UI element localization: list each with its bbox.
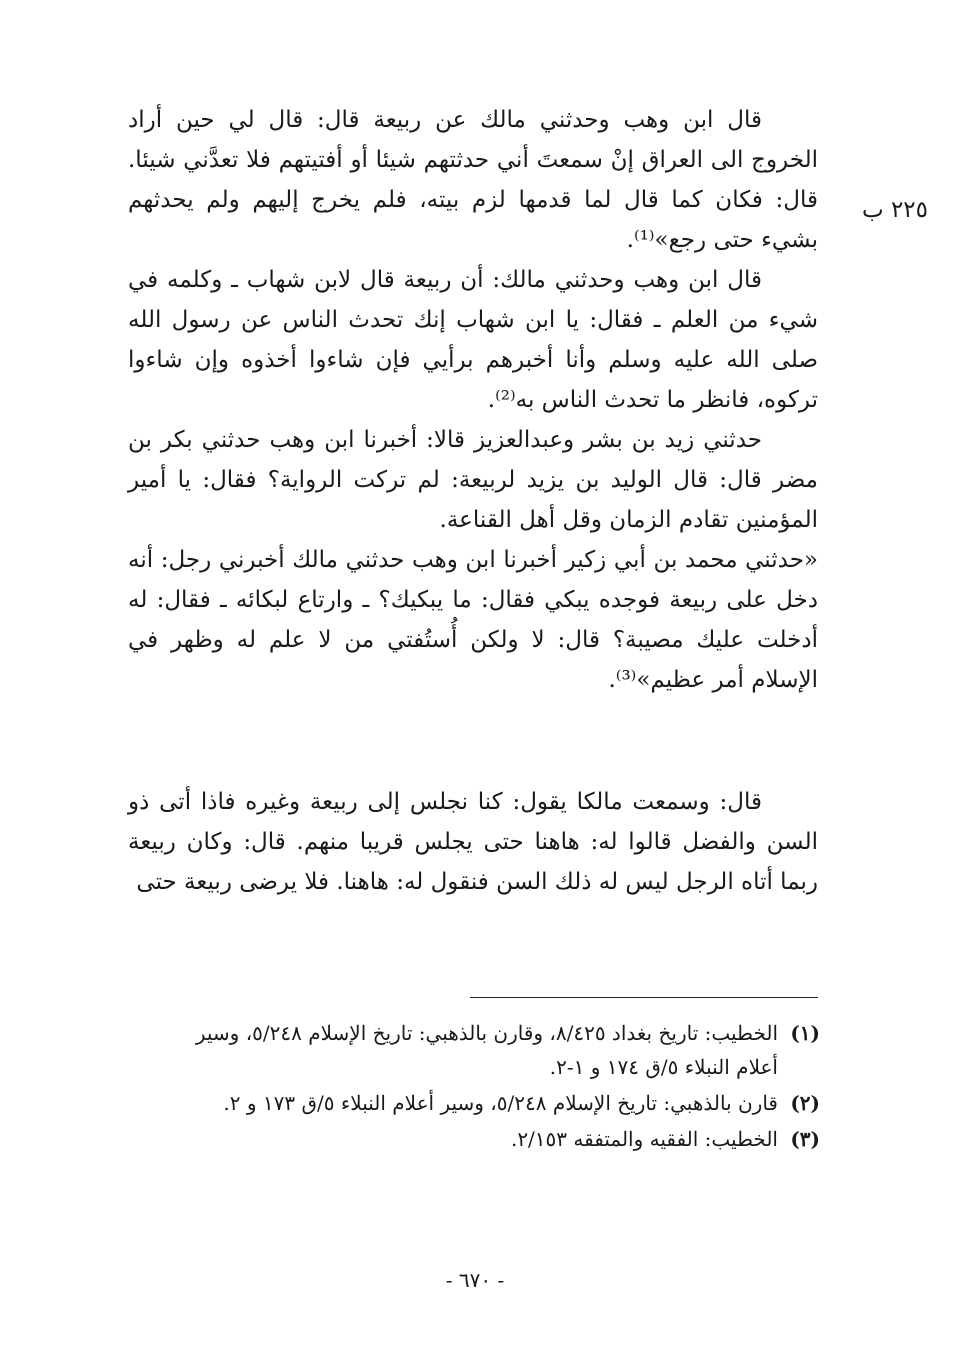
page-number: - ٦٧٠ - xyxy=(445,1268,505,1292)
paragraph-4: «حدثني محمد بن أبي زكير أخبرنا ابن وهب حدثني مالك أخبرني رجل: أنه دخل على ربيعة فوجده يبكي فقال: ما يبكيك؟ ـ وارتاع لبكائه ـ فقال: له أدخلت عليك مصيبة؟ قال: لا ولكن أُستُفتي من لا علم له وظهر في الإسلام أمر عظيم»⁽³⁾. xyxy=(128,547,818,693)
footnote-text: الخطيب: تاريخ بغداد ٨/٤٢٥، وقارن بالذهبي: تاريخ الإسلام ٥/٢٤٨، وسير أعلام النبلاء ٥/ق ١٧٤ و ١-٢. xyxy=(195,1021,778,1079)
footnote-3 xyxy=(180,1122,820,1156)
footnote-separator xyxy=(470,997,818,998)
paragraph-3: حدثني زيد بن بشر وعبدالعزيز قالا: أخبرنا ابن وهب حدثني بكر بن مضر قال: قال الوليد بن يزيد لربيعة: لم تركت الرواية؟ فقال: يا أمير المؤمنين تقادم الزمان وقل أهل القناعة. xyxy=(128,427,818,533)
footnotes xyxy=(180,1016,820,1158)
paragraph-5: قال: وسمعت مالكا يقول: كنا نجلس إلى ربيعة وغيره فاذا أتى ذو السن والفضل قالوا له: هاهنا حتى يجلس قريبا منهم. قال: وكان ربيعة ربما أتاه الرجل ليس له ذلك السن فنقول له: هاهنا. فلا يرضى ربيعة حتى xyxy=(128,789,818,895)
margin-folio-note: ٢٢٥ ب xyxy=(861,197,928,223)
footnote-text: الخطيب: الفقيه والمتفقه ٢/١٥٣. xyxy=(510,1127,778,1151)
footnote-number: (٣) xyxy=(790,1127,820,1151)
footnote-number: (١) xyxy=(790,1021,820,1045)
footnote-number: (٢) xyxy=(790,1091,820,1115)
footnote-1 xyxy=(180,1016,820,1084)
footnote-text: قارن بالذهبي: تاريخ الإسلام ٥/٢٤٨، وسير أعلام النبلاء ٥/ق ١٧٣ و ٢. xyxy=(223,1091,778,1115)
paragraph-1: قال ابن وهب وحدثني مالك عن ربيعة قال: قال لي حين أراد الخروج الى العراق إنْ سمعتَ أني حدثتهم شيئا أو أفتيتهم فلا تعدَّني شيئا. قال: فكان كما قال لما قدمها لزم بيته، فلم يخرج إليهم ولم يحدثهم بشيء حتى رجع»⁽¹⁾. xyxy=(128,107,818,253)
main-text-block xyxy=(128,100,818,700)
paragraph-2: قال ابن وهب وحدثني مالك: أن ربيعة قال لابن شهاب ـ وكلمه في شيء من العلم ـ فقال: يا ابن شهاب إنك تحدث الناس عن رسول الله صلى الله عليه وسلم وأنا أخبرهم برأيي فإن شاءوا أخذوه وإن شاءوا تركوه، فانظر ما تحدث الناس به⁽²⁾. xyxy=(128,267,818,413)
footnote-2 xyxy=(180,1086,820,1120)
continuation-text-block xyxy=(128,782,818,902)
